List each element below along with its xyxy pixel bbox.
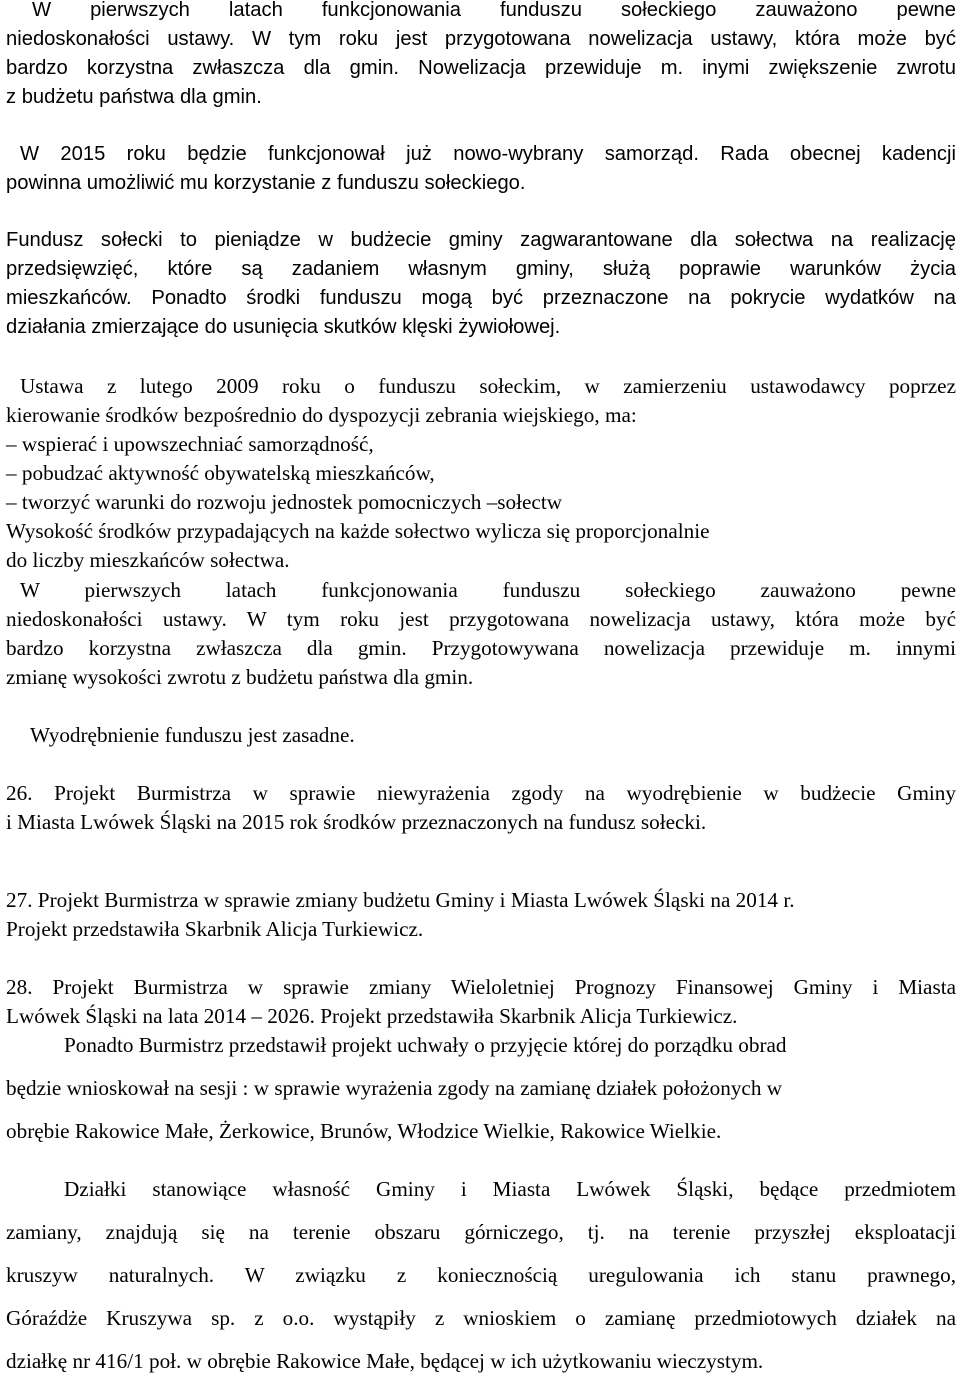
text-line: działania zmierzające do usunięcia skutków klęski żywiołowej. (6, 316, 561, 338)
text-line: Ustawa z lutego 2009 roku o funduszu sołeckim, w zamierzeniu ustawodawcy poprzez (20, 374, 956, 398)
text-line: przedsięwzięć, które są zadaniem własnym gminy, służą poprawie warunków życia (6, 258, 956, 280)
text-line: niedoskonałości ustawy. W tym roku jest przygotowana nowelizacja ustawy, która może być (6, 607, 956, 631)
text-line: Ponadto Burmistrz przedstawił projekt uchwały o przyjęcie której do porządku obrad (64, 1033, 787, 1057)
second-intro-paragraph (6, 576, 956, 692)
list-item: – pobudzać aktywność obywatelską mieszkańców, (6, 461, 435, 485)
text-line: kruszyw naturalnych. W związku z koniecznością uregulowania ich stanu prawnego, (6, 1263, 956, 1287)
text-line: i Miasta Lwówek Śląski na 2015 rok środków przeznaczonych na fundusz sołecki. (6, 810, 707, 834)
agenda-item-27 (6, 886, 956, 944)
text-line: z budżetu państwa dla gmin. (6, 86, 262, 108)
text-line: obrębie Rakowice Małe, Żerkowice, Brunów, Włodzice Wielkie, Rakowice Wielkie. (6, 1119, 722, 1143)
text-line: W pierwszych latach funkcjonowania funduszu sołeckiego zauważono pewne (20, 578, 956, 602)
text-line: 27. Projekt Burmistrza w sprawie zmiany budżetu Gminy i Miasta Lwówek Śląski na 2014 r. (6, 888, 795, 912)
text-line: 28. Projekt Burmistrza w sprawie zmiany Wieloletniej Prognozy Finansowej Gminy i Miasta (6, 975, 956, 999)
ponadto-paragraph (6, 1031, 956, 1146)
text-line: bardzo korzystna zwłaszcza dla gmin. Nowelizacja przewiduje m. inymi zwiększenie zwrotu (6, 57, 956, 79)
text-line: działkę nr 416/1 poł. w obrębie Rakowice Małe, będącej w ich użytkowaniu wieczystym. (6, 1349, 764, 1373)
wyodrebnienie-line: Wyodrębnienie funduszu jest zasadne. (30, 723, 355, 747)
text-line: kierowanie środków bezpośrednio do dyspozycji zebrania wiejskiego, ma: (6, 403, 637, 427)
text-line: 26. Projekt Burmistrza w sprawie niewyrażenia zgody na wyodrębienie w budżecie Gminy (6, 781, 956, 805)
text-line: Góraźdże Kruszywa sp. z o.o. wystąpiły z wnioskiem o zamianę przedmiotowych działek na (6, 1306, 956, 1330)
text-line: Wysokość środków przypadających na każde sołectwo wylicza się proporcjonalnie (6, 519, 710, 543)
intro-paragraph (6, 0, 956, 112)
text-line: W pierwszych latach funkcjonowania funduszu sołeckiego zauważono pewne (32, 0, 956, 21)
fundusz-paragraph (6, 226, 956, 342)
text-line: będzie wnioskował na sesji : w sprawie wyrażenia zgody na zamianę działek położonych w (6, 1076, 783, 1100)
text-line: Lwówek Śląski na lata 2014 – 2026. Projekt przedstawiła Skarbnik Alicja Turkiewicz. (6, 1004, 738, 1028)
list-item: – tworzyć warunki do rozwoju jednostek pomocniczych –sołectw (6, 490, 563, 514)
text-line: mieszkańców. Ponadto środki funduszu mogą być przeznaczone na pokrycie wydatków na (6, 287, 956, 309)
dzialki-paragraph (6, 1175, 956, 1376)
para-2015 (6, 140, 956, 198)
text-line: powinna umożliwić mu korzystanie z funduszu sołeckiego. (6, 172, 526, 194)
text-line: do liczby mieszkańców sołectwa. (6, 548, 290, 572)
text-line: W 2015 roku będzie funkcjonował już nowo-wybrany samorząd. Rada obecnej kadencji (20, 143, 956, 165)
text-line: bardzo korzystna zwłaszcza dla gmin. Przygotowywana nowelizacja przewiduje m. innymi (6, 636, 956, 660)
text-line: Działki stanowiące własność Gminy i Miasta Lwówek Śląski, będące przedmiotem (64, 1177, 956, 1201)
text-line: Projekt przedstawiła Skarbnik Alicja Turkiewicz. (6, 917, 424, 941)
agenda-item-28 (6, 973, 956, 1031)
agenda-item-26 (6, 779, 956, 837)
text-line: zmianę wysokości zwrotu z budżetu państwa dla gmin. (6, 665, 474, 689)
text-line: niedoskonałości ustawy. W tym roku jest przygotowana nowelizacja ustawy, która może być (6, 28, 956, 50)
list-item: – wspierać i upowszechniać samorządność, (6, 432, 374, 456)
ustawa-paragraph (6, 372, 956, 575)
text-line: zamiany, znajdują się na terenie obszaru górniczego, tj. na terenie przyszłej eksploatacji (6, 1220, 956, 1244)
text-line: Fundusz sołecki to pieniądze w budżecie gminy zagwarantowane dla sołectwa na realizację (6, 229, 956, 251)
